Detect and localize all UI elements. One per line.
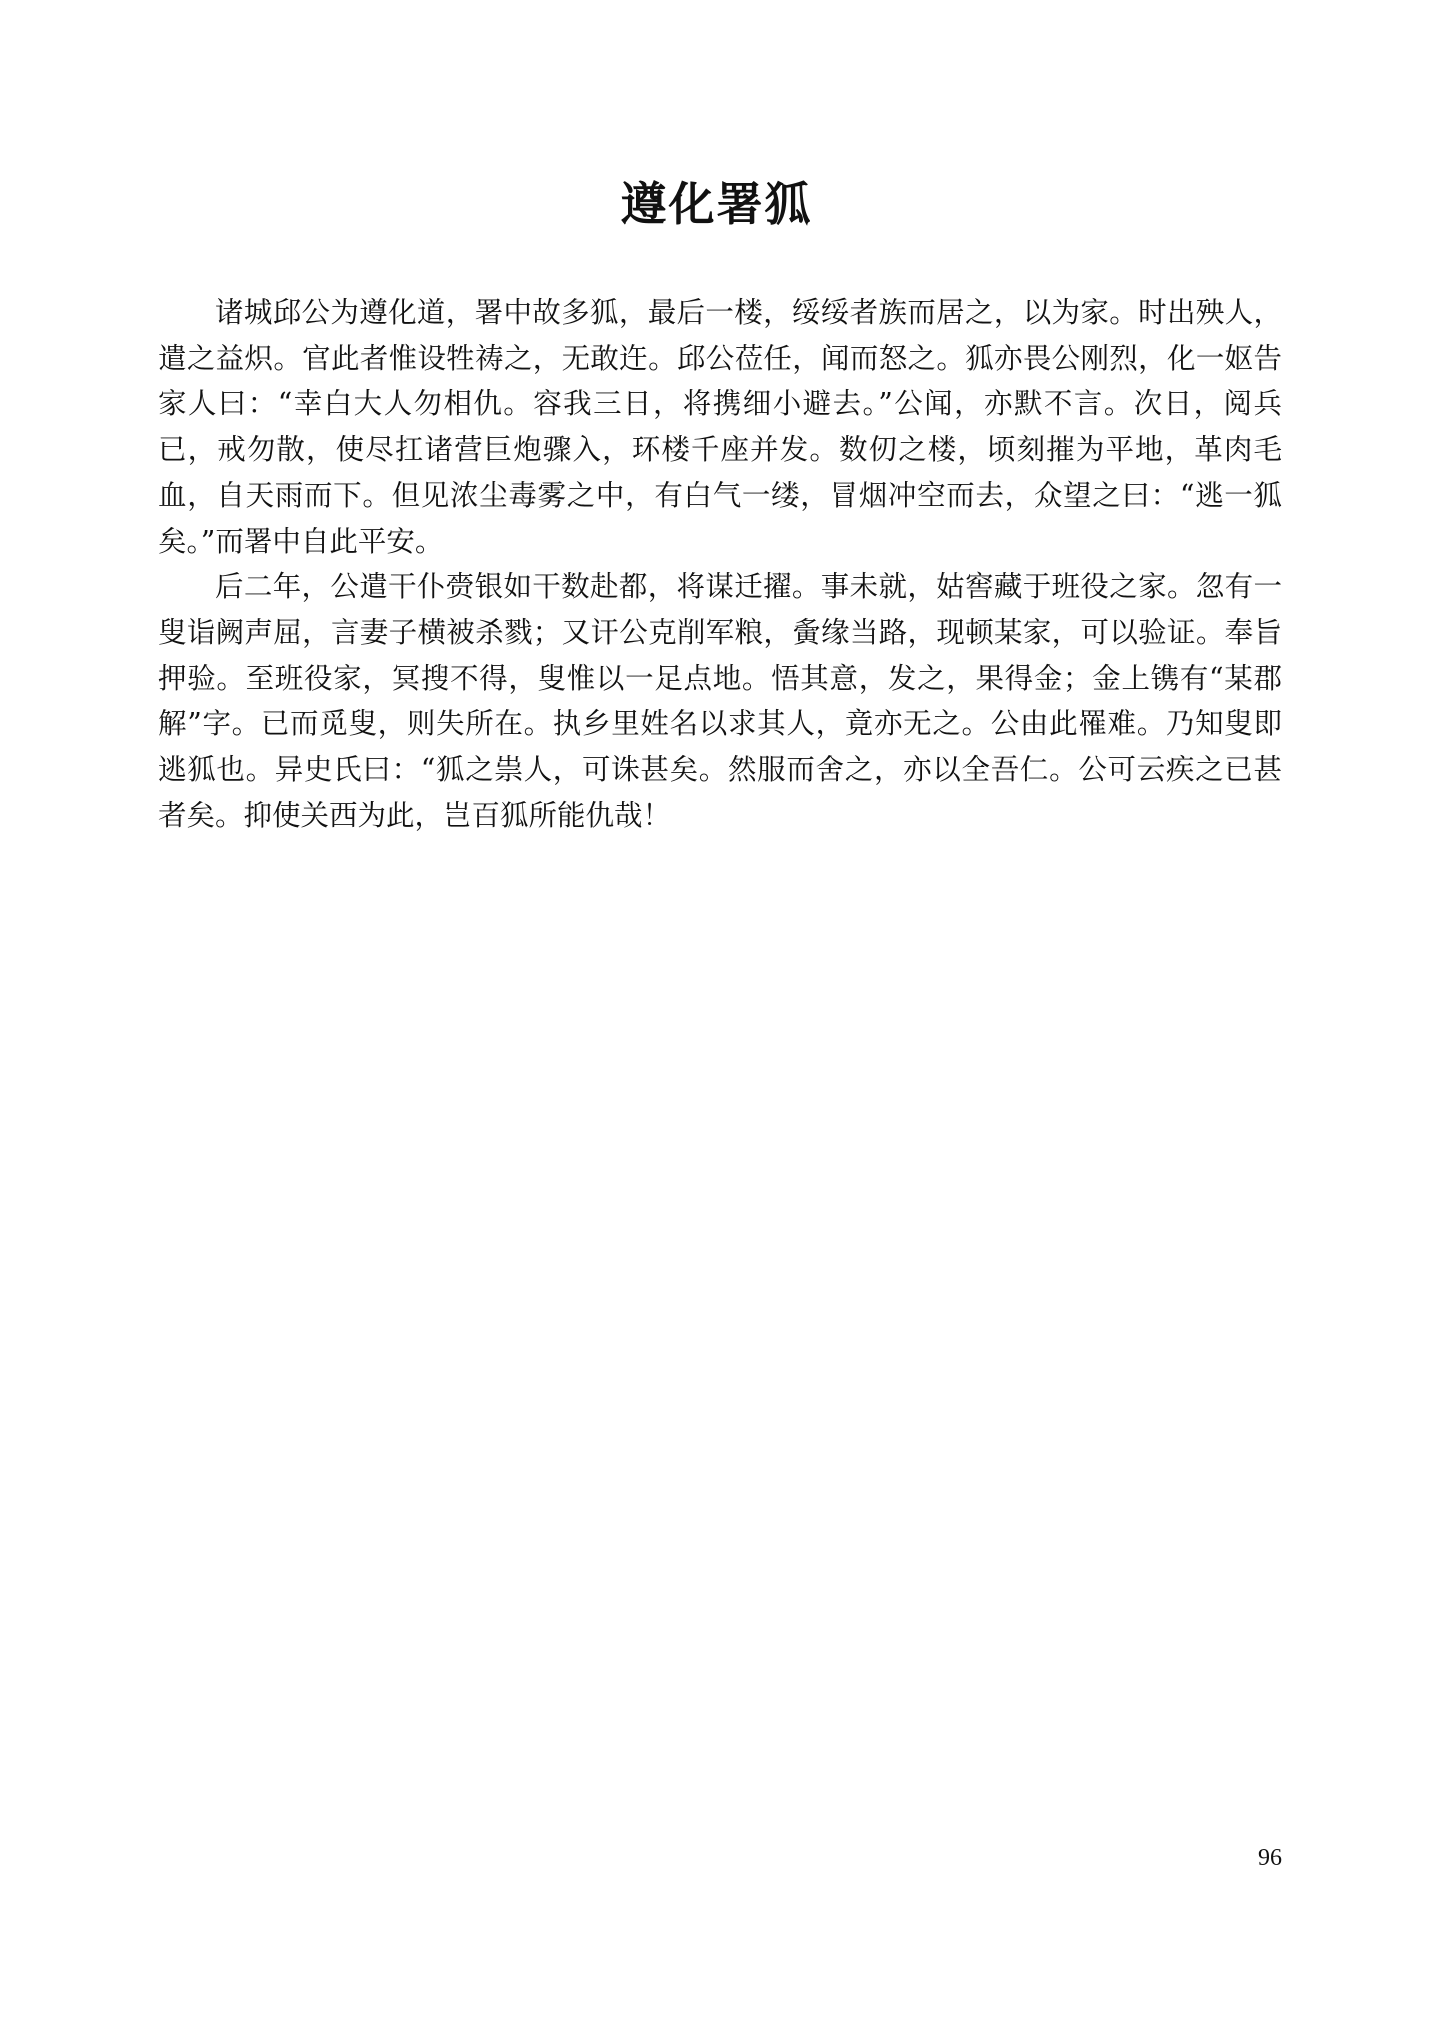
paragraph: 后二年，公遣干仆赍银如干数赴都，将谋迁擢。事未就，姑窖藏于班役之家。忽有一叟诣阙声屈，言妻子横被杀戮；又讦公克削军粮，夤缘当路，现顿某家，可以验证。奉旨押验。至班役家，冥搜不得，叟惟以一足点地。悟其意，发之，果得金；金上镌有“某郡解”字。已而觅叟，则失所在。执乡里姓名以求其人，竟亦无之。公由此罹难。乃知叟即逃狐也。异史氏曰：“狐之祟人，可诛甚矣。然服而舍之，亦以全吾仁。公可云疾之已甚者矣。抑使关西为此，岂百狐所能仇哉！: [158, 570, 1282, 832]
body-text: [158, 290, 1282, 838]
page-title: 遵化署狐: [620, 177, 813, 231]
page-number: 96: [1258, 1845, 1282, 1871]
paragraph: 诸城邱公为遵化道，署中故多狐，最后一楼，绥绥者族而居之，以为家。时出殃人，遣之益炽。官此者惟设牲祷之，无敢迕。邱公莅任，闻而怒之。狐亦畏公刚烈，化一妪告家人曰：“幸白大人勿相仇。容我三日，将携细小避去。”公闻，亦默不言。次日，阅兵已，戒勿散，使尽扛诸营巨炮骤入，环楼千座并发。数仞之楼，顷刻摧为平地，革肉毛血，自天雨而下。但见浓尘毒雾之中，有白气一缕，冒烟冲空而去，众望之曰：“逃一狐矣。”而署中自此平安。: [158, 296, 1282, 558]
